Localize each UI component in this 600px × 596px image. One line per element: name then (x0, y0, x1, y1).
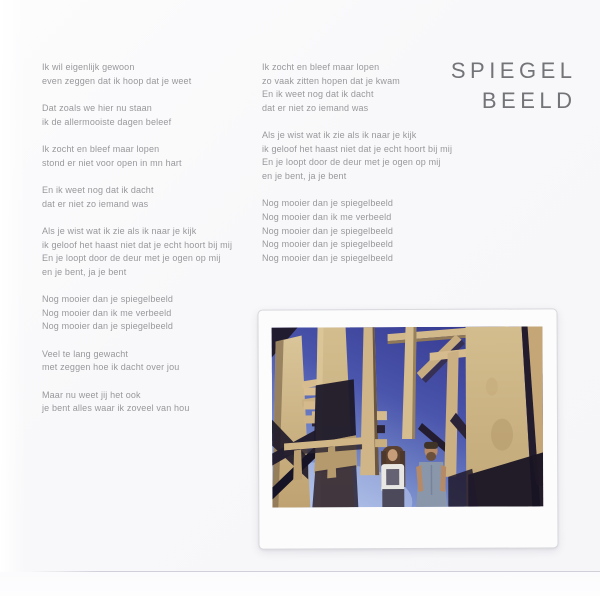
song-title-line1: SPIEGEL (450, 58, 577, 83)
lyric-line: Nog mooier dan je spiegelbeeld (42, 294, 174, 305)
lyric-line: Nog mooier dan je spiegelbeeld (262, 239, 394, 250)
lyric-line: Nog mooier dan ik me verbeeld (262, 211, 392, 222)
lyric-line: En ik weet nog dat ik dacht (42, 184, 154, 195)
lyric-stanza (262, 61, 472, 115)
lyrics-column-right (262, 61, 472, 279)
lyric-line: en je bent, ja je bent (262, 170, 347, 181)
lyric-stanza (262, 129, 472, 183)
lyric-line: dat er niet zo iemand was (42, 198, 149, 209)
lyric-line: Nog mooier dan je spiegelbeeld (42, 321, 174, 332)
lyric-stanza (42, 293, 252, 334)
lyrics-column-left (42, 61, 252, 430)
lyric-stanza (42, 61, 252, 88)
lyric-line: zo vaak zitten hopen dat je kwam (262, 75, 400, 86)
polaroid-frame (257, 308, 558, 549)
song-title (451, 56, 577, 116)
lyric-line: ik de allermooiste dagen beleef (42, 116, 172, 127)
lyric-line: dat er niet zo iemand was (262, 102, 369, 113)
lyric-stanza (42, 225, 252, 279)
lyric-stanza (42, 389, 252, 416)
lyric-line: Nog mooier dan je spiegelbeeld (262, 252, 394, 263)
lyric-stanza (42, 143, 252, 170)
lyric-line: Als je wist wat ik zie als ik naar je kijk (42, 225, 197, 236)
lyric-line: Dat zoals we hier nu staan (42, 102, 152, 113)
lyric-line: Veel te lang gewacht (42, 348, 129, 359)
lyric-line: en je bent, ja je bent (42, 266, 127, 277)
lyric-line: ik geloof het haast niet dat je echt hoort bij mij (262, 143, 453, 154)
lyric-line: Ik zocht en bleef maar lopen (262, 62, 380, 72)
lyric-line: Nog mooier dan ik me verbeeld (42, 307, 172, 318)
lyric-stanza (42, 102, 252, 129)
page-bottom-margin (0, 572, 600, 596)
lyric-line: Ik wil eigenlijk gewoon (42, 62, 135, 72)
lyric-line: Nog mooier dan je spiegelbeeld (262, 225, 394, 236)
lyric-line: Ik zocht en bleef maar lopen (42, 143, 160, 154)
lyric-line: Maar nu weet jij het ook (42, 389, 141, 400)
lyric-line: even zeggen dat ik hoop dat je weet (42, 75, 192, 86)
lyric-line: Als je wist wat ik zie als ik naar je kijk (262, 130, 417, 141)
lyric-line: stond er niet voor open in mn hart (42, 157, 182, 168)
woman-figure (381, 446, 405, 507)
lyric-line: je bent alles waar ik zoveel van hou (42, 403, 190, 414)
lyric-line: En je loopt door de deur met je ogen op mij (262, 157, 441, 168)
lyric-stanza (262, 197, 472, 265)
lyric-line: En je loopt door de deur met je ogen op mij (42, 253, 221, 264)
song-title-line2: BEELD (481, 88, 577, 113)
lyric-stanza (42, 348, 252, 375)
page-bottom-edge-line (30, 571, 600, 572)
lyric-line: met zeggen hoe ik dacht over jou (42, 362, 180, 373)
band-photo (272, 326, 544, 507)
lyric-line: Nog mooier dan je spiegelbeeld (262, 198, 394, 209)
page-left-edge-glow (0, 0, 26, 596)
lyric-line: ik geloof het haast niet dat je echt hoort bij mij (42, 239, 233, 250)
lyric-line: En ik weet nog dat ik dacht (262, 89, 374, 100)
lyric-stanza (42, 184, 252, 211)
